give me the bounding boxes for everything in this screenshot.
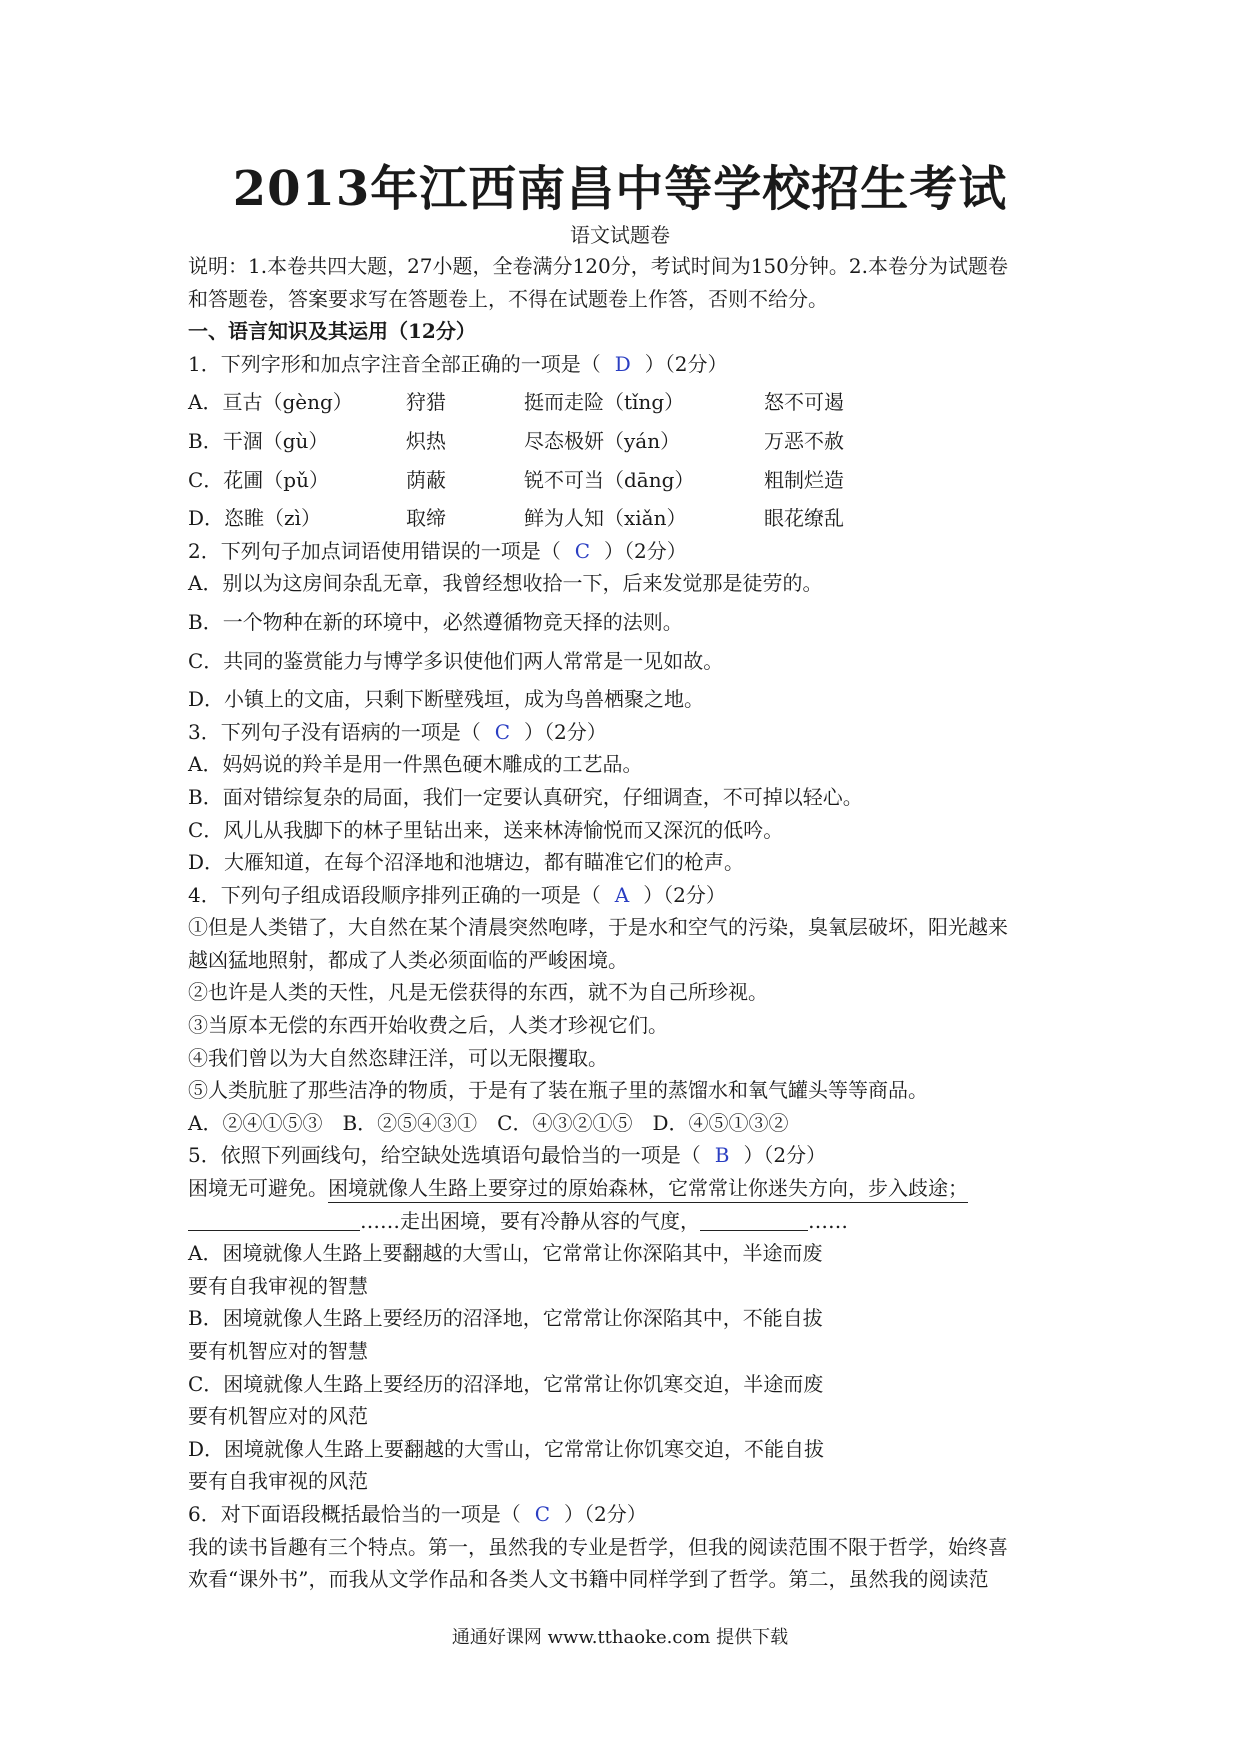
passage-line: 越凶猛地照射，都成了人类必须面临的严峻困境。 <box>188 947 628 972</box>
exam-title: 2013年江西南昌中等学校招生考试 <box>232 161 1008 217</box>
option-line: D．大雁知道，在每个沼泽地和池塘边，都有瞄准它们的枪声。 <box>188 850 745 875</box>
question-stem <box>188 535 1093 568</box>
option-cell: C．花圃（pǔ） <box>188 467 329 492</box>
fill-blank <box>188 1208 360 1231</box>
option-cell: 万恶不赦 <box>764 428 844 453</box>
answer-mark: C <box>534 1501 551 1526</box>
option-line: C．困境就像人生路上要经历的沼泽地，它常常让你饥寒交迫，半途而废 <box>188 1371 824 1396</box>
option-row <box>188 464 1093 497</box>
option-cell: B．干涸（gù） <box>188 428 329 453</box>
option-cell: 鲜为人知（xiǎn） <box>524 506 687 531</box>
passage-line: 我的读书旨趣有三个特点。第一，虽然我的专业是哲学，但我的阅读范围不限于哲学，始终喜 <box>188 1534 1008 1559</box>
option-cell: 怒不可遏 <box>764 390 844 415</box>
intro-line: 说明：1.本卷共四大题，27小题，全卷满分120分，考试时间为150分钟。2.本卷分为试题卷 <box>188 254 1008 278</box>
option-line: C．风儿从我脚下的林子里钻出来，送来林涛愉悦而又深沉的低吟。 <box>188 817 784 842</box>
answer-mark: D <box>614 351 631 376</box>
option-line: A．困境就像人生路上要翻越的大雪山，它常常让你深陷其中，半途而废 <box>188 1241 823 1266</box>
passage-line: ①但是人类错了，大自然在某个清晨突然咆哮，于是水和空气的污染，臭氧层破坏，阳光越来 <box>188 915 1008 940</box>
stem-text: 1．下列字形和加点字注音全部正确的一项是（ <box>188 351 601 376</box>
question-stem <box>188 348 1093 381</box>
option-cell: 锐不可当（dāng） <box>524 467 695 492</box>
passage-line: ⑤人类肮脏了那些洁净的物质，于是有了装在瓶子里的蒸馏水和氧气罐头等等商品。 <box>188 1078 928 1103</box>
stem-text: ）（2分） <box>564 1501 647 1526</box>
option-line: B．面对错综复杂的局面，我们一定要认真研究，仔细调查，不可掉以轻心。 <box>188 784 863 809</box>
stem-text: 3．下列句子没有语病的一项是（ <box>188 719 481 744</box>
option-line: B．困境就像人生路上要经历的沼泽地，它常常让你深陷其中，不能自拔 <box>188 1306 823 1331</box>
stem-text: ）（2分） <box>643 882 726 907</box>
option-line: A．妈妈说的羚羊是用一件黑色硬木雕成的工艺品。 <box>188 752 643 777</box>
option-cell: 眼花缭乱 <box>764 506 844 531</box>
answer-mark: B <box>714 1143 730 1168</box>
exam-subtitle: 语文试题卷 <box>570 223 670 247</box>
option-line: 要有自我审视的风范 <box>188 1469 368 1494</box>
option-cell: 尽态极妍（yán） <box>524 428 681 453</box>
option-line: B．一个物种在新的环境中，必然遵循物竞天择的法则。 <box>188 609 683 634</box>
answer-mark: A <box>614 882 630 907</box>
passage-line <box>188 1172 1093 1205</box>
underlined-sentence: 困境就像人生路上要穿过的原始森林，它常常让你迷失方向，步入歧途； <box>328 1176 968 1203</box>
option-line: A．②④①⑤③ B．②⑤④③① C．④③②①⑤ D．④⑤①③② <box>188 1110 789 1135</box>
option-cell: 取缔 <box>406 506 446 531</box>
stem-text: ）（2分） <box>604 538 687 563</box>
answer-mark: C <box>574 538 591 563</box>
stem-text: 5．依照下列画线句，给空缺处选填语句最恰当的一项是（ <box>188 1143 701 1168</box>
option-row <box>188 502 1093 535</box>
option-cell: D．恣睢（zì） <box>188 506 321 531</box>
stem-text: ）（2分） <box>743 1143 827 1168</box>
option-cell: A．亘古（gèng） <box>188 390 353 415</box>
answer-mark: C <box>494 719 511 744</box>
option-line: 要有机智应对的风范 <box>188 1404 368 1429</box>
option-line: 要有自我审视的智慧 <box>188 1273 368 1298</box>
option-row <box>188 425 1093 458</box>
page-footer: 通通好课网 www.tthaoke.com 提供下载 <box>451 1627 789 1648</box>
section-heading: 一、语言知识及其运用（12分） <box>188 319 476 344</box>
option-cell: 挺而走险（tǐng） <box>524 390 685 415</box>
question-stem <box>188 879 1093 912</box>
stem-text: ）（2分） <box>644 351 728 376</box>
intro-line: 和答题卷，答案要求写在答题卷上，不得在试题卷上作答，否则不给分。 <box>188 286 828 311</box>
stem-text: 6．对下面语段概括最恰当的一项是（ <box>188 1501 521 1526</box>
passage-line: 欢看“课外书”，而我从文学作品和各类人文书籍中同样学到了哲学。第二，虽然我的阅读范 <box>188 1567 989 1592</box>
option-line: D．小镇上的文庙，只剩下断壁残垣，成为鸟兽栖聚之地。 <box>188 687 705 712</box>
exam-content <box>188 250 1093 1596</box>
option-line: C．共同的鉴赏能力与博学多识使他们两人常常是一见如故。 <box>188 648 724 673</box>
option-line: A．别以为这房间杂乱无章，我曾经想收拾一下，后来发觉那是徒劳的。 <box>188 571 823 596</box>
plain-text: …… <box>808 1208 848 1233</box>
fill-blank <box>700 1208 808 1231</box>
question-stem <box>188 716 1093 749</box>
passage-line: ②也许是人类的天性，凡是无偿获得的东西，就不为自己所珍视。 <box>188 980 768 1005</box>
passage-line <box>188 1205 1093 1238</box>
option-cell: 粗制烂造 <box>764 467 844 492</box>
passage-line: ③当原本无偿的东西开始收费之后，人类才珍视它们。 <box>188 1013 668 1038</box>
option-line: 要有机智应对的智慧 <box>188 1339 368 1363</box>
option-cell: 荫蔽 <box>406 467 446 492</box>
passage-line: ④我们曾以为大自然恣肆汪洋，可以无限攫取。 <box>188 1045 608 1070</box>
plain-text: 困境无可避免。 <box>188 1176 328 1201</box>
question-stem <box>188 1498 1093 1531</box>
stem-text: 2．下列句子加点词语使用错误的一项是（ <box>188 538 561 563</box>
question-stem <box>188 1139 1093 1172</box>
option-cell: 狩猎 <box>406 390 446 415</box>
stem-text: 4．下列句子组成语段顺序排列正确的一项是（ <box>188 882 601 907</box>
stem-text: ）（2分） <box>524 719 607 744</box>
option-line: D．困境就像人生路上要翻越的大雪山，它常常让你饥寒交迫，不能自拔 <box>188 1436 825 1461</box>
option-row <box>188 386 1093 419</box>
plain-text: ……走出困境，要有冷静从容的气度， <box>360 1208 700 1233</box>
option-cell: 炽热 <box>406 428 446 453</box>
